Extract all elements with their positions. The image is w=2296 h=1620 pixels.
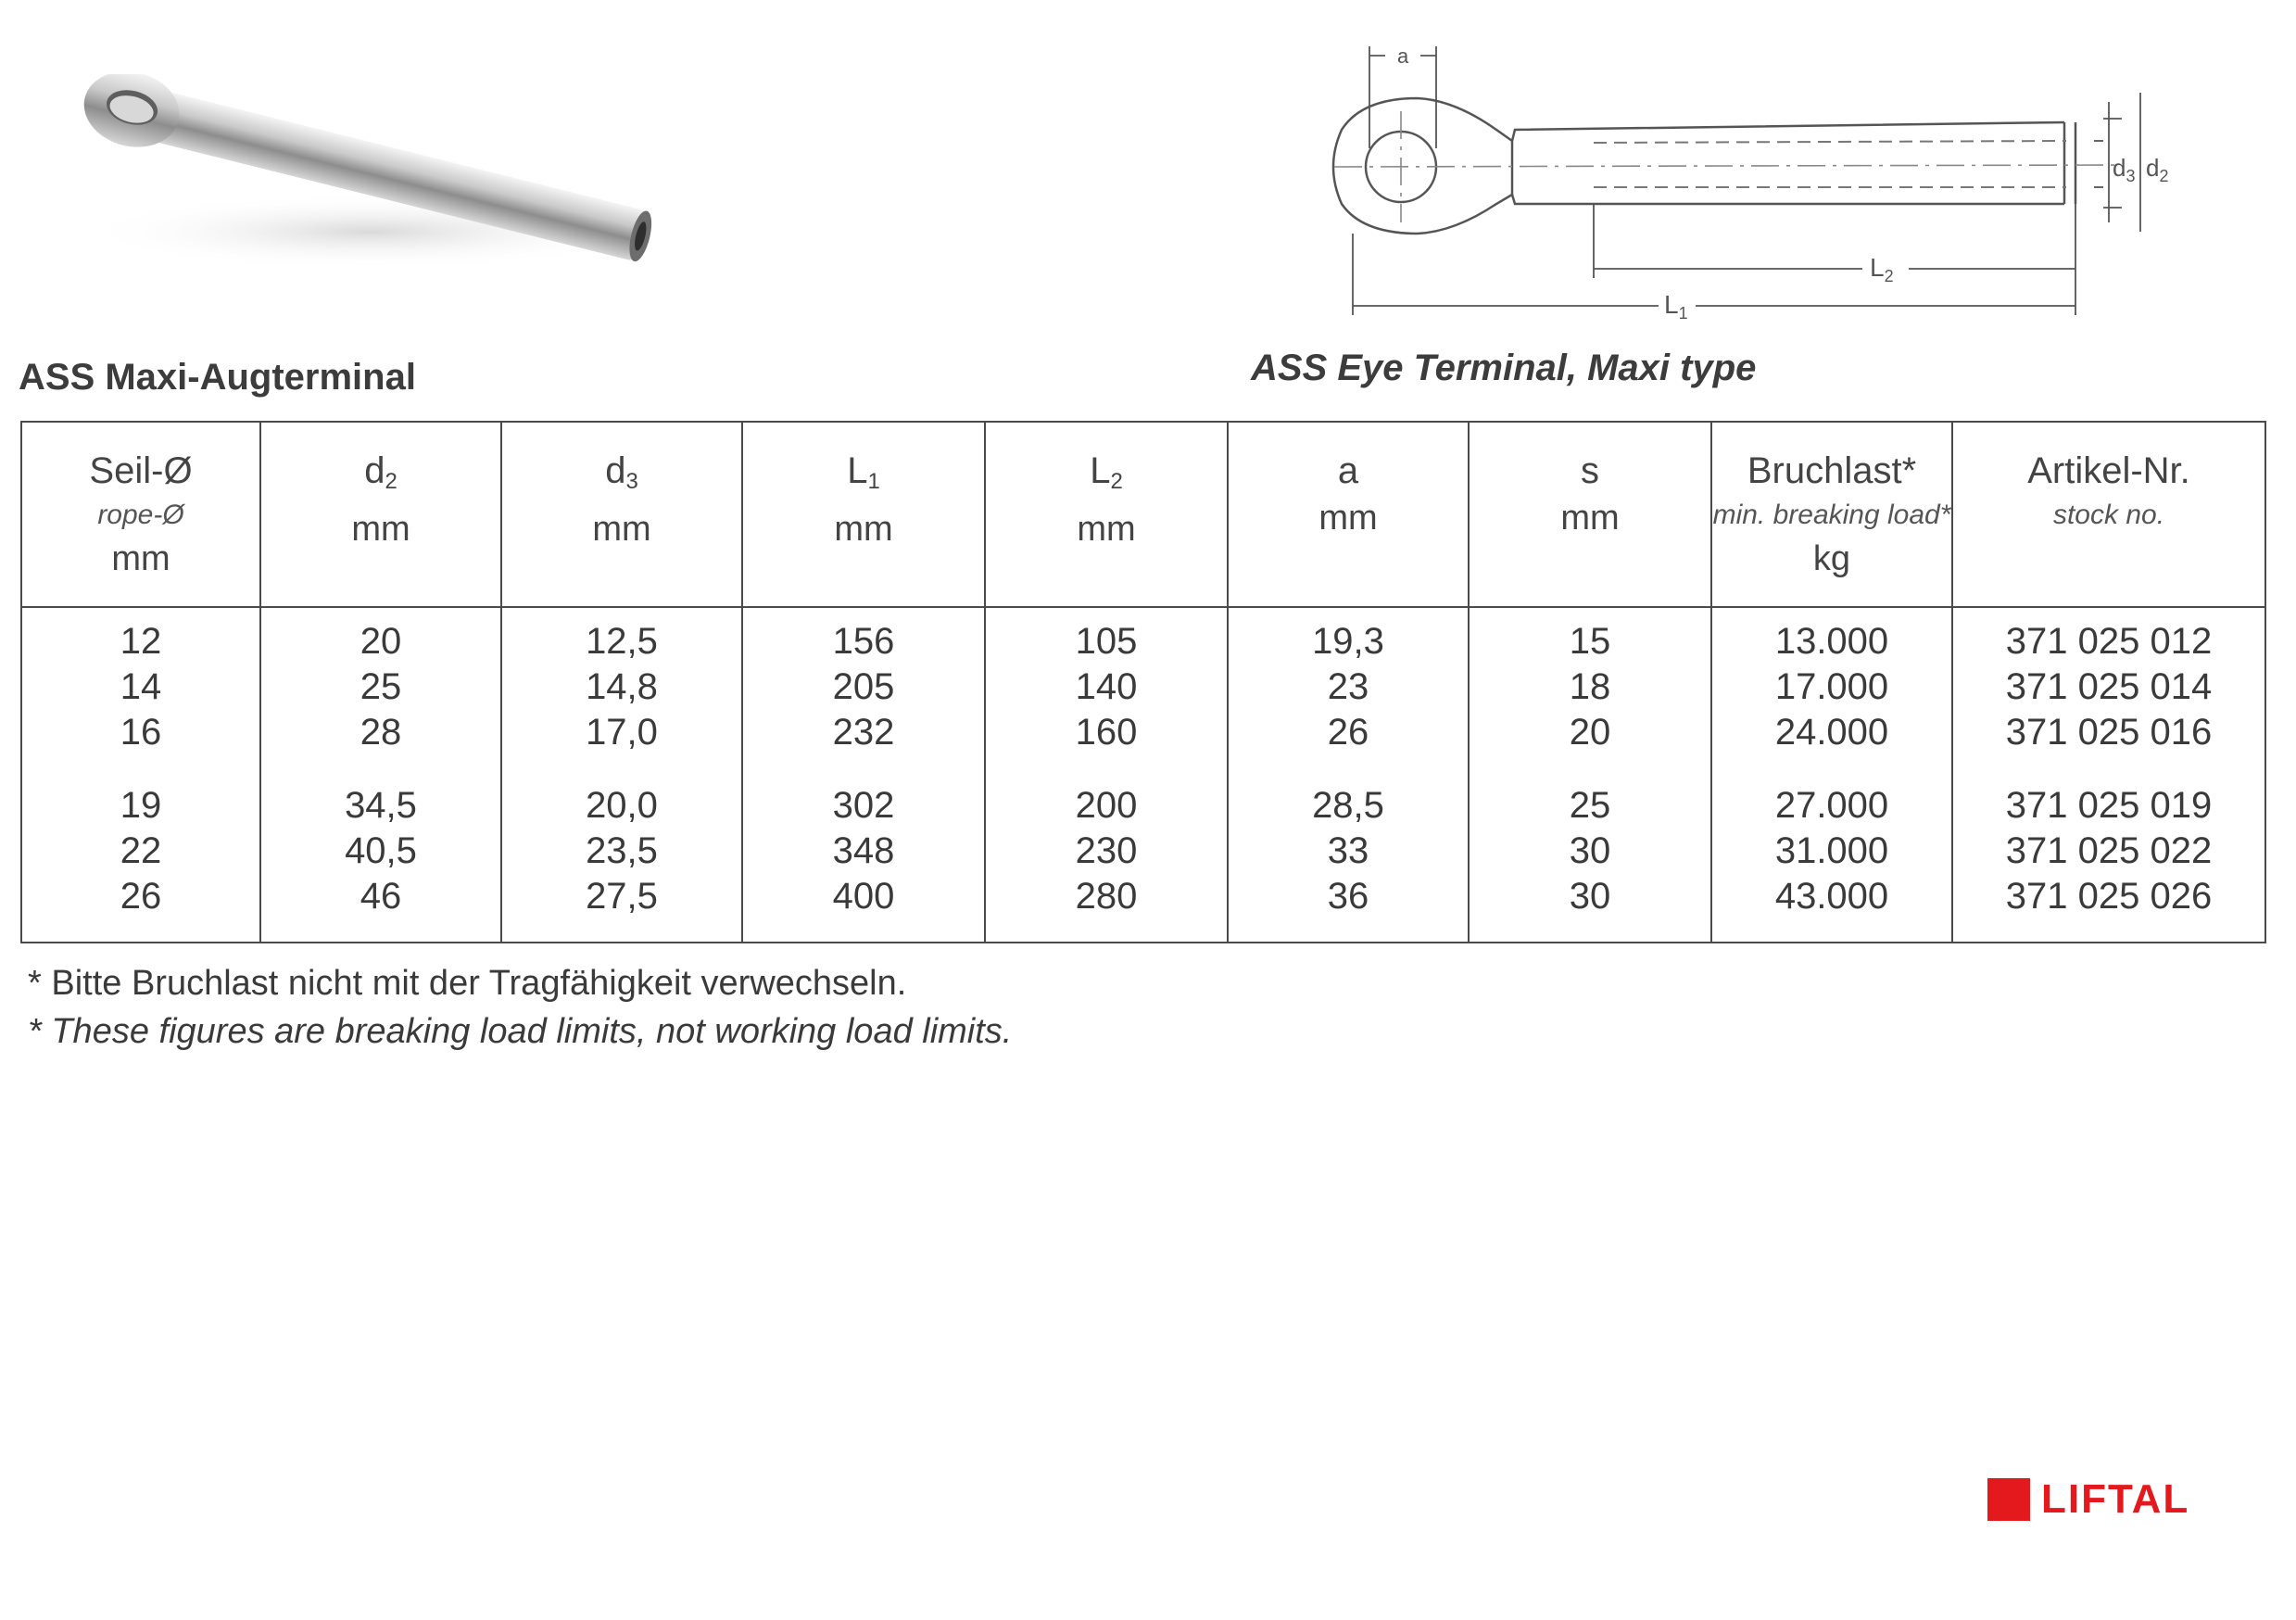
table-cell: 160 (1075, 712, 1138, 753)
table-cell: 348 (832, 830, 895, 871)
column-stock-no (1951, 423, 2264, 942)
table-cell: 18 (1569, 666, 1611, 707)
table-cell: 43.000 (1774, 876, 1889, 917)
footnote-german: * Bitte Bruchlast nicht mit der Tragfähigkeit verwechseln. (28, 964, 907, 1003)
technical-drawing (1297, 37, 2205, 334)
header-a: a mm (1318, 450, 1378, 538)
table-cell: 33 (1327, 830, 1369, 871)
header-s: s mm (1560, 450, 1620, 538)
table-cell: 371 025 014 (2005, 666, 2213, 707)
column-l1 (741, 423, 984, 942)
table-cell: 25 (1569, 785, 1611, 826)
column-values (502, 619, 741, 919)
dim-label-d3: $d_3$ (2113, 154, 2136, 185)
table-cell: 19,3 (1312, 621, 1384, 662)
table-cell: 105 (1075, 621, 1138, 662)
dim-label-a: a (1397, 44, 1409, 68)
table-cell: 12,5 (586, 621, 658, 662)
header-stock-no: Artikel-Nr. stock no. (2027, 450, 2190, 530)
table-cell: 14,8 (586, 666, 658, 707)
table-cell: 46 (360, 876, 402, 917)
column-values (1712, 619, 1951, 919)
table-cell: 27.000 (1774, 785, 1889, 826)
table-cell: 20 (1569, 712, 1611, 753)
table-cell: 16 (120, 712, 162, 753)
logo-square-icon (1987, 1478, 2030, 1521)
table-cell: 26 (1327, 712, 1369, 753)
header-rope-diameter: Seil-Ø rope-Ø mm (89, 450, 193, 578)
column-values (261, 619, 500, 919)
table-cell: 31.000 (1774, 830, 1889, 871)
column-breaking-load (1710, 423, 1951, 942)
column-values (1229, 619, 1468, 919)
table-cell: 40,5 (345, 830, 417, 871)
table-cell: 17.000 (1774, 666, 1889, 707)
table-cell: 280 (1075, 876, 1138, 917)
table-cell: 232 (832, 712, 895, 753)
table-cell: 400 (832, 876, 895, 917)
column-values (1953, 619, 2264, 919)
table-cell: 371 025 016 (2005, 712, 2213, 753)
table-cell: 23 (1327, 666, 1369, 707)
logo-text: LIFTAL (2041, 1476, 2190, 1522)
table-cell: 140 (1075, 666, 1138, 707)
table-cell: 371 025 026 (2005, 876, 2213, 917)
dim-label-d2: $d_2$ (2146, 154, 2169, 185)
table-cell: 205 (832, 666, 895, 707)
header-breaking-load: Bruchlast* min. breaking load* kg (1712, 450, 1951, 578)
header-l2: L2 mm (1077, 450, 1136, 549)
table-cell: 17,0 (586, 712, 658, 753)
table-cell: 28,5 (1312, 785, 1384, 826)
table-cell: 15 (1569, 621, 1611, 662)
table-cell: 20 (360, 621, 402, 662)
footnote-english: * These figures are breaking load limits, not working load limits. (28, 1012, 1013, 1051)
table-cell: 22 (120, 830, 162, 871)
column-rope-diameter (22, 423, 259, 942)
table-cell: 24.000 (1774, 712, 1889, 753)
table-cell: 30 (1569, 876, 1611, 917)
table-cell: 25 (360, 666, 402, 707)
table-cell: 200 (1075, 785, 1138, 826)
column-values (22, 619, 259, 919)
header-d3: d3 mm (592, 450, 651, 549)
table-cell: 28 (360, 712, 402, 753)
table-cell: 20,0 (586, 785, 658, 826)
table-cell: 371 025 012 (2005, 621, 2213, 662)
table-cell: 371 025 022 (2005, 830, 2213, 871)
table-cell: 14 (120, 666, 162, 707)
header-d2: d2 mm (351, 450, 410, 549)
table-cell: 34,5 (345, 785, 417, 826)
table-cell: 19 (120, 785, 162, 826)
column-values (1470, 619, 1710, 919)
column-d2 (259, 423, 500, 942)
table-cell: 13.000 (1774, 621, 1889, 662)
table-cell: 30 (1569, 830, 1611, 871)
column-values (986, 619, 1227, 919)
title-german: ASS Maxi-Augterminal (19, 357, 416, 398)
product-photo (65, 74, 658, 287)
liftal-logo (1987, 1475, 2189, 1524)
table-cell: 302 (832, 785, 895, 826)
column-values (743, 619, 984, 919)
table-cell: 26 (120, 876, 162, 917)
table-cell: 27,5 (586, 876, 658, 917)
table-cell: 12 (120, 621, 162, 662)
table-cell: 156 (832, 621, 895, 662)
table-cell: 230 (1075, 830, 1138, 871)
header-l1: L1 mm (834, 450, 893, 549)
title-english: ASS Eye Terminal, Maxi type (1251, 348, 1757, 388)
column-s (1468, 423, 1710, 942)
table-cell: 36 (1327, 876, 1369, 917)
dim-label-l1: $L_1$ (1664, 290, 1688, 323)
column-a (1227, 423, 1468, 942)
column-d3 (500, 423, 741, 942)
spec-table (20, 421, 2266, 943)
table-cell: 23,5 (586, 830, 658, 871)
dim-label-l2: $L_2$ (1870, 253, 1894, 285)
table-cell: 371 025 019 (2005, 785, 2213, 826)
column-l2 (984, 423, 1227, 942)
